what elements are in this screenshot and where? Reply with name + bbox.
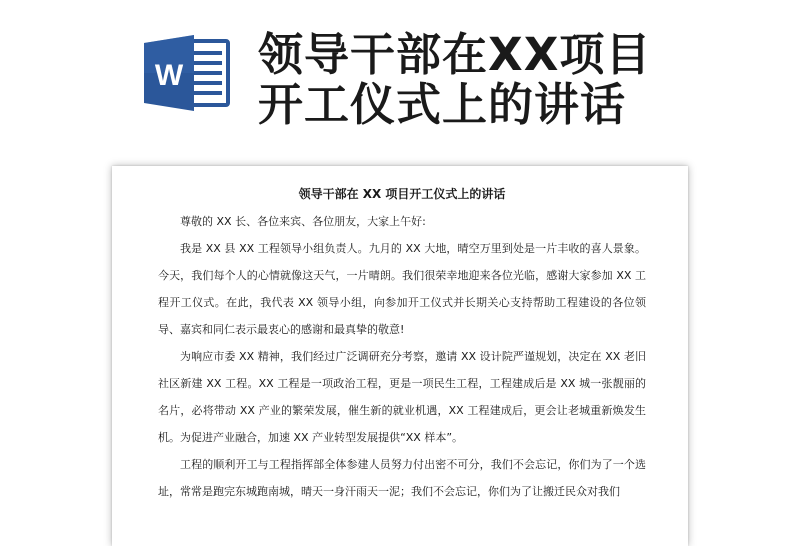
page-title-line-2: 开工仪式上的讲话 (258, 78, 627, 131)
document-paragraph-3: 工程的顺利开工与工程指挥部全体参建人员努力付出密不可分，我们不会忘记，你们为了一个选址，常常是跑完东城跑南城，晴天一身汗雨天一泥；我们不会忘记，你们为了让搬迁民众对我们 (158, 458, 646, 498)
svg-text:W: W (154, 59, 184, 92)
page-title-line-1: 领导干部在XX项目 (258, 28, 652, 81)
document-title: 领导干部在 XX 项目开工仪式上的讲话 (298, 187, 506, 201)
document-page (112, 166, 688, 546)
page-title (258, 30, 778, 130)
word-document-icon (142, 33, 232, 113)
document-paragraph-2: 为响应市委 XX 精神，我们经过广泛调研充分考察，邀请 XX 设计院严谨规划，决定在 XX 老旧社区新建 XX 工程。XX 工程是一项政治工程，更是一项民生工程，工程建成后是 XX 城一张靓丽的名片，必将带动 XX 产业的繁荣发展，催生新的就业机遇，XX 工程建成后，更会让老城重新焕发生机。为促进产业融合，加速 XX 产业转型发展提供“XX 样本”。 (158, 350, 646, 444)
document-body (158, 184, 646, 505)
document-paragraph-1: 我是 XX 县 XX 工程领导小组负责人。九月的 XX 大地，晴空万里到处是一片丰收的喜人景象。今天，我们每个人的心情就像这天气，一片晴朗。我们很荣幸地迎来各位光临，感谢大家参加 XX 工程开工仪式。在此，我代表 XX 领导小组，向参加开工仪式并长期关心支持帮助工程建设的各位领导、嘉宾和同仁表示最衷心的感谢和最真挚的敬意! (158, 242, 646, 336)
document-greeting: 尊敬的 XX 长、各位来宾、各位朋友，大家上午好: (180, 215, 426, 228)
header-banner (0, 0, 800, 160)
